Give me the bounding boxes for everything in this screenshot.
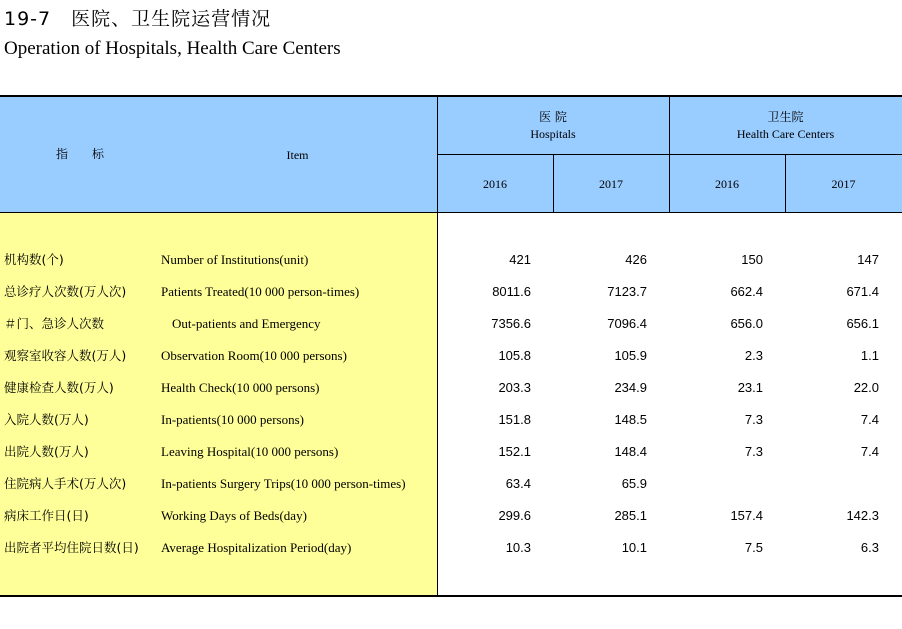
- indicator-cn: 入院人数(万人): [4, 412, 89, 427]
- value-centers-2016: 7.3: [744, 412, 763, 427]
- value-hospitals-2017: 105.9: [614, 348, 647, 363]
- value-hospitals-2017: 285.1: [614, 508, 647, 523]
- value-centers-2016: 7.5: [744, 540, 763, 555]
- table-row: [0, 372, 902, 404]
- header-indicator: 指 标: [55, 147, 104, 161]
- indicator-en: In-patients Surgery Trips(10 000 person-times): [161, 476, 406, 491]
- value-centers-2017: 656.1: [846, 316, 879, 331]
- table-row: [0, 340, 902, 372]
- indicator-en: Observation Room(10 000 persons): [161, 348, 347, 363]
- value-centers-2017: 1.1: [860, 348, 879, 363]
- table-row: [0, 436, 902, 468]
- value-hospitals-2016: 63.4: [505, 476, 531, 491]
- indicator-en: In-patients(10 000 persons): [161, 412, 304, 427]
- value-hospitals-2016: 7356.6: [491, 316, 531, 331]
- indicator-cn: 观察室收容人数(万人): [4, 348, 127, 363]
- value-centers-2016: 662.4: [730, 284, 763, 299]
- table-row: [0, 308, 902, 340]
- table-title-english: Operation of Hospitals, Health Care Centers: [4, 38, 341, 59]
- indicator-en: Average Hospitalization Period(day): [161, 540, 352, 555]
- value-centers-2016: 656.0: [730, 316, 763, 331]
- indicator-en: Patients Treated(10 000 person-times): [161, 284, 360, 299]
- indicator-en: Number of Institutions(unit): [161, 252, 309, 267]
- value-centers-2016: 7.3: [744, 444, 763, 459]
- indicator-en: Health Check(10 000 persons): [161, 380, 320, 395]
- header-health-care-centers-en: Health Care Centers: [736, 127, 835, 141]
- table-row: [0, 276, 902, 308]
- value-hospitals-2017: 7096.4: [607, 316, 647, 331]
- indicator-cn: 住院病人手术(万人次): [4, 476, 127, 491]
- indicator-cn: 病床工作日(日): [4, 508, 89, 523]
- value-hospitals-2017: 148.5: [614, 412, 647, 427]
- header-item: Item: [286, 148, 309, 162]
- value-hospitals-2016: 8011.6: [492, 284, 531, 299]
- value-hospitals-2017: 65.9: [621, 476, 647, 491]
- value-centers-2017: 671.4: [846, 284, 879, 299]
- table-row: [0, 468, 902, 500]
- value-centers-2016: 157.4: [730, 508, 763, 523]
- value-centers-2017: 142.3: [846, 508, 879, 523]
- value-hospitals-2017: 148.4: [614, 444, 647, 459]
- indicator-en: Out-patients and Emergency: [172, 316, 321, 331]
- indicator-cn: 出院人数(万人): [4, 444, 89, 459]
- table-row: [0, 532, 902, 564]
- value-hospitals-2017: 10.1: [621, 540, 647, 555]
- value-centers-2017: 6.3: [860, 540, 879, 555]
- indicator-cn: 总诊疗人次数(万人次): [4, 284, 127, 299]
- value-hospitals-2017: 234.9: [614, 380, 647, 395]
- table-row: [0, 500, 902, 532]
- header-year: 2017: [599, 177, 623, 191]
- value-centers-2017: 7.4: [860, 412, 879, 427]
- table-top-rule: [0, 95, 902, 97]
- table-row: [0, 404, 902, 436]
- value-hospitals-2016: 421: [509, 252, 531, 267]
- header-hospitals-en: Hospitals: [530, 127, 576, 141]
- header-health-care-centers-cn: 卫生院: [767, 110, 804, 124]
- header-hospitals-cn: 医 院: [539, 110, 567, 124]
- value-hospitals-2017: 7123.7: [607, 284, 647, 299]
- table-bottom-rule: [0, 595, 902, 597]
- indicator-cn: ＃门、急诊人次数: [4, 316, 105, 331]
- value-hospitals-2017: 426: [625, 252, 647, 267]
- header-year: 2016: [483, 177, 507, 191]
- value-centers-2017: 22.0: [853, 380, 879, 395]
- indicator-cn: 出院者平均住院日数(日): [4, 540, 139, 555]
- value-centers-2016: 150: [741, 252, 763, 267]
- value-centers-2016: 2.3: [744, 348, 763, 363]
- table-row: [0, 244, 902, 276]
- indicator-en: Working Days of Beds(day): [161, 508, 307, 523]
- header-year: 2016: [715, 177, 739, 191]
- value-centers-2016: 23.1: [737, 380, 763, 395]
- header-year: 2017: [831, 177, 856, 191]
- value-hospitals-2016: 105.8: [498, 348, 531, 363]
- value-centers-2017: 7.4: [860, 444, 879, 459]
- value-hospitals-2016: 151.8: [498, 412, 531, 427]
- header-bottom-line: [0, 212, 902, 213]
- value-hospitals-2016: 152.1: [498, 444, 531, 459]
- value-hospitals-2016: 203.3: [498, 380, 531, 395]
- indicator-cn: 机构数(个): [4, 252, 64, 267]
- indicator-cn: 健康检查人数(万人): [4, 380, 114, 395]
- value-centers-2017: 147: [857, 252, 879, 267]
- table-title-chinese: 19-7 医院、卫生院运营情况: [4, 8, 272, 30]
- indicator-en: Leaving Hospital(10 000 persons): [161, 444, 339, 459]
- value-hospitals-2016: 299.6: [498, 508, 531, 523]
- value-hospitals-2016: 10.3: [505, 540, 531, 555]
